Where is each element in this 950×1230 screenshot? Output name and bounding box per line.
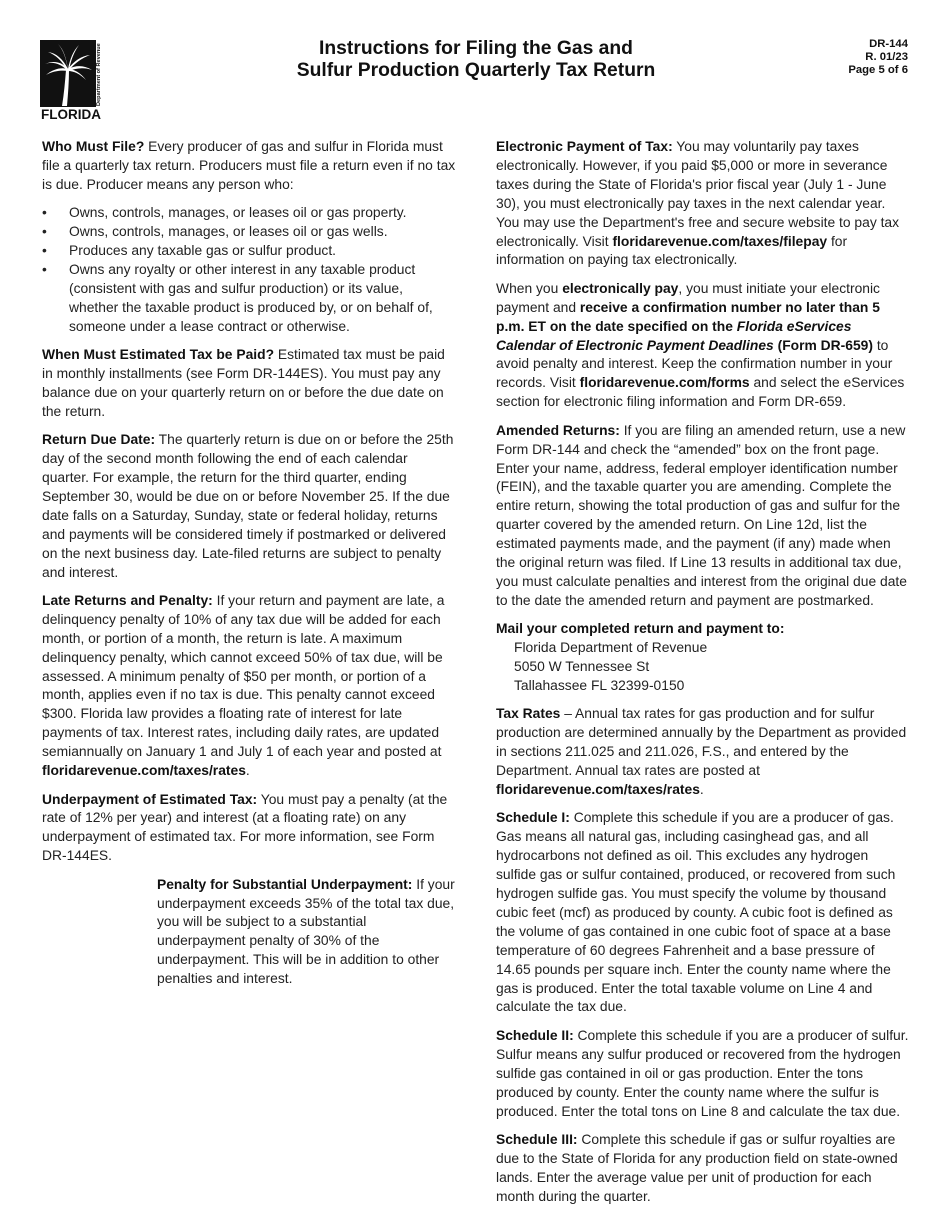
logo-state-name: FLORIDA <box>41 107 101 122</box>
return-due-date-text: The quarterly return is due on or before the 25th day of the second month following the end of each calendar quarter. For example, the return for the third quarter, ending September 30, would be due on or before November 25. If the due date falls on a Saturday, Sunday, state or federal holiday, returns and payments will be considered timely if postmarked or delivered on the next business day. Late-filed returns are subject to penalty and interest. <box>42 431 454 580</box>
list-item: • Owns, controls, manages, or leases oil or gas property. <box>42 204 407 221</box>
substantial-underpayment-heading: Penalty for Substantial Underpayment: <box>157 875 413 892</box>
schedule-1-text: Complete this schedule if you are a producer of gas. Gas means all natural gas, including casinghead gas, and all hydrocarbons not defined as oil. This excludes any hydrogen sulfide gas or sulfur contained, produced, or recovered from such hydrogen sulfide gas. You must specify the volume by thousand cubic feet (mcf) as produced by county. A cubic foot is defined as the volume of gas contained in one cubic foot of space at a base temperature of 60 degrees Fahrenheit and a base pressure of 14.65 pounds per square inch. Enter the county name where the gas is produced. Enter the total taxable volume on Line 4 and calculate the tax due. <box>496 809 896 1015</box>
palm-tree-icon <box>40 40 102 108</box>
eservices-calendar-title: Florida eServices Calendar of Electronic Payment Deadlines <box>496 317 852 353</box>
right-column <box>496 137 912 1215</box>
substantial-underpayment-text: If your underpayment exceeds 35% of the total tax due, you will be subject to a substantial underpayment penalty of 30% of the underpayment. This will be in addition to other penalties and interest. <box>157 875 455 987</box>
list-item: • Owns, controls, manages, or leases oil or gas wells. <box>42 223 388 240</box>
underpayment-section <box>42 790 456 866</box>
electronic-payment-heading: Electronic Payment of Tax: <box>496 138 673 154</box>
estimated-tax-section <box>42 345 456 421</box>
logo-department: Department of Revenue <box>96 43 102 106</box>
underpayment-text: You must pay a penalty (at the rate of 12% per year) and interest (at a floating rate) on any underpayment of estimated tax. For more information, see Form DR-144ES. <box>42 790 448 864</box>
estimated-tax-heading: When Must Estimated Tax be Paid? <box>42 346 275 363</box>
schedule-1-heading: Schedule I: <box>496 809 570 826</box>
tax-rates-section: Tax Rates – Annual tax rates for gas production and for sulfur production are determined annually by the Department as provided in sections 211.025 and 211.026, F.S., and entered by the Department. Annual tax rates are posted at floridarevenue.com/taxes/rates. <box>496 705 907 797</box>
schedule-1-section <box>496 808 912 1016</box>
address-line: 5050 W Tennessee St <box>514 658 650 675</box>
rates-link[interactable]: floridarevenue.com/taxes/rates <box>496 781 700 797</box>
page-title <box>262 38 690 82</box>
late-returns-section: Late Returns and Penalty: If your return and payment are late, a delinquency penalty of 10% of any tax due will be added for each month, or portion of a month, the return is late. A maximum delinquency penalty, which cannot exceed 50% of tax due, will be assessed. A minimum penalty of $50 per month, or portion of a month, applies even if no tax is due. This penalty cannot exceed $300. Florida law provides a floating rate of interest for late payments of tax. Interest rates, including daily rates, are updated semiannually on January 1 and July 1 of each year and posted at floridarevenue.com/taxes/rates. <box>42 591 445 779</box>
return-due-date-section <box>42 430 456 581</box>
list-item: • Owns any royalty or other interest in any taxable product (consistent with gas and sulfur production) or its value, whether the taxable product is produced by, or on behalf of, someone under a lease contract or otherwise. <box>42 260 433 334</box>
form-revision: R. 01/23 <box>865 51 908 63</box>
substantial-underpayment-section <box>157 875 456 988</box>
late-returns-text: If your return and payment are late, a delinquency penalty of 10% of any tax due will be added for each month, or portion of a month, the return is late. A maximum delinquency penalty, which cannot exceed 50% of tax due, will be assessed. A minimum penalty of $50 per month, or portion of a month, applies even if no tax is due. This penalty cannot exceed $300. Florida law provides a floating rate of interest for late payments of tax. Interest rates, including daily rates, are updated semiannually on January 1 and July 1 of each year and posted at <box>42 591 445 760</box>
left-column <box>42 137 456 998</box>
amended-returns-heading: Amended Returns: <box>496 421 620 438</box>
address-line: Tallahassee FL 32399-0150 <box>514 676 685 693</box>
electronic-payment-text: You may voluntarily pay taxes electronically. However, if you paid $5,000 or more in severance taxes during the State of Florida's prior fiscal year (July 1 - June 30), you must electronically pay taxes in the next calendar year. You may use the Department's free and secure website to pay tax electronically. Visit <box>496 138 900 249</box>
address-line: Florida Department of Revenue <box>514 639 708 656</box>
schedule-2-section <box>496 1026 912 1121</box>
page-number: Page 5 of 6 <box>848 64 908 76</box>
schedule-2-text: Complete this schedule if you are a producer of sulfur. Sulfur means any sulfur produced or recovered from the hydrogen sulfide gas contained in oil or gas production. Enter the tons produced by county. Enter the county name where the sulfur is produced. Enter the total tons on Line 8 and calculate the tax due. <box>496 1026 909 1119</box>
florida-dor-logo <box>40 40 102 122</box>
bullet-icon: • <box>42 223 47 240</box>
late-returns-heading: Late Returns and Penalty: <box>42 591 213 608</box>
electronic-payment-section: Electronic Payment of Tax: You may voluntarily pay taxes electronically. However, if you paid $5,000 or more in severance taxes during the State of Florida's prior fiscal year (July 1 - June 30), you must electronically pay taxes in the next calendar year. You may use the Department's free and secure website to pay tax electronically. Visit floridarevenue.com/taxes/filepay for information on paying tax electronically. <box>496 138 900 268</box>
rates-link[interactable]: floridarevenue.com/taxes/rates <box>42 762 246 779</box>
bullet-icon: • <box>42 204 47 221</box>
who-must-file-text: Every producer of gas and sulfur in Florida must file a quarterly tax return. Producers must file a return even if no tax is due. Producer means any person who: <box>42 138 456 192</box>
filepay-link[interactable]: floridarevenue.com/taxes/filepay <box>612 232 828 249</box>
estimated-tax-text: Estimated tax must be paid in monthly installments (see Form DR-144ES). You must pay any balance due on your quarterly return on or before the due date on the return. <box>42 346 445 419</box>
form-identifier <box>848 38 908 77</box>
return-due-date-heading: Return Due Date: <box>42 431 156 448</box>
schedule-2-heading: Schedule II: <box>496 1026 574 1043</box>
form-number: DR-144 <box>869 38 908 50</box>
mailing-address-heading: Mail your completed return and payment to: <box>496 620 785 637</box>
tax-rates-text: – Annual tax rates for gas production and for sulfur production are determined annually by the Department as provided in sections 211.025 and 211.026, F.S., and entered by the Department. Annual tax rates are posted at <box>496 705 907 779</box>
schedule-3-heading: Schedule III: <box>496 1130 578 1147</box>
bullet-icon: • <box>42 242 47 259</box>
tax-rates-heading: Tax Rates <box>496 705 561 722</box>
title-line-2: Sulfur Production Quarterly Tax Return <box>296 60 656 81</box>
forms-link[interactable]: floridarevenue.com/forms <box>579 374 750 391</box>
underpayment-heading: Underpayment of Estimated Tax: <box>42 790 258 807</box>
mailing-address-section <box>496 619 912 695</box>
amended-returns-text: If you are filing an amended return, use a new Form DR-144 and check the “amended” box on the front page. Enter your name, address, federal employer identification number (FEIN), and the taxable quarter you are amending. Complete the entire return, showing the total production of gas and sulfur for the quarter covered by the amended return. On Line 12d, list the estimated payments made, and the payment (if any) made when the original return was filed. If Line 13 results in additional tax due, you must calculate penalties and interest from the original due date to the date the amended return and payment are postmarked. <box>496 421 907 608</box>
schedule-3-section <box>496 1130 912 1206</box>
list-item: • Produces any taxable gas or sulfur product. <box>42 242 337 259</box>
who-must-file-heading: Who Must File? <box>42 138 145 154</box>
title-line-1: Instructions for Filing the Gas and <box>319 38 633 59</box>
bullet-icon: • <box>42 260 47 277</box>
schedule-3-text: Complete this schedule if gas or sulfur royalties are due to the State of Florida for any production field on state-owned lands. Enter the average value per unit of production for each month during the quarter. <box>496 1130 898 1204</box>
amended-returns-section <box>496 421 912 610</box>
producer-definition-list <box>42 203 456 335</box>
who-must-file-section <box>42 137 456 194</box>
electronic-pay-deadline-section: When you electronically pay, you must initiate your electronic payment and receive a confirmation number no later than 5 p.m. ET on the date specified on the Florida eServices Calendar of Electronic Payment Deadlines (Form DR-659) to avoid penalty and interest. Keep the confirmation number in your records. Visit floridarevenue.com/forms and select the eServices section for electronic filing information and Form DR-659. <box>496 279 905 410</box>
